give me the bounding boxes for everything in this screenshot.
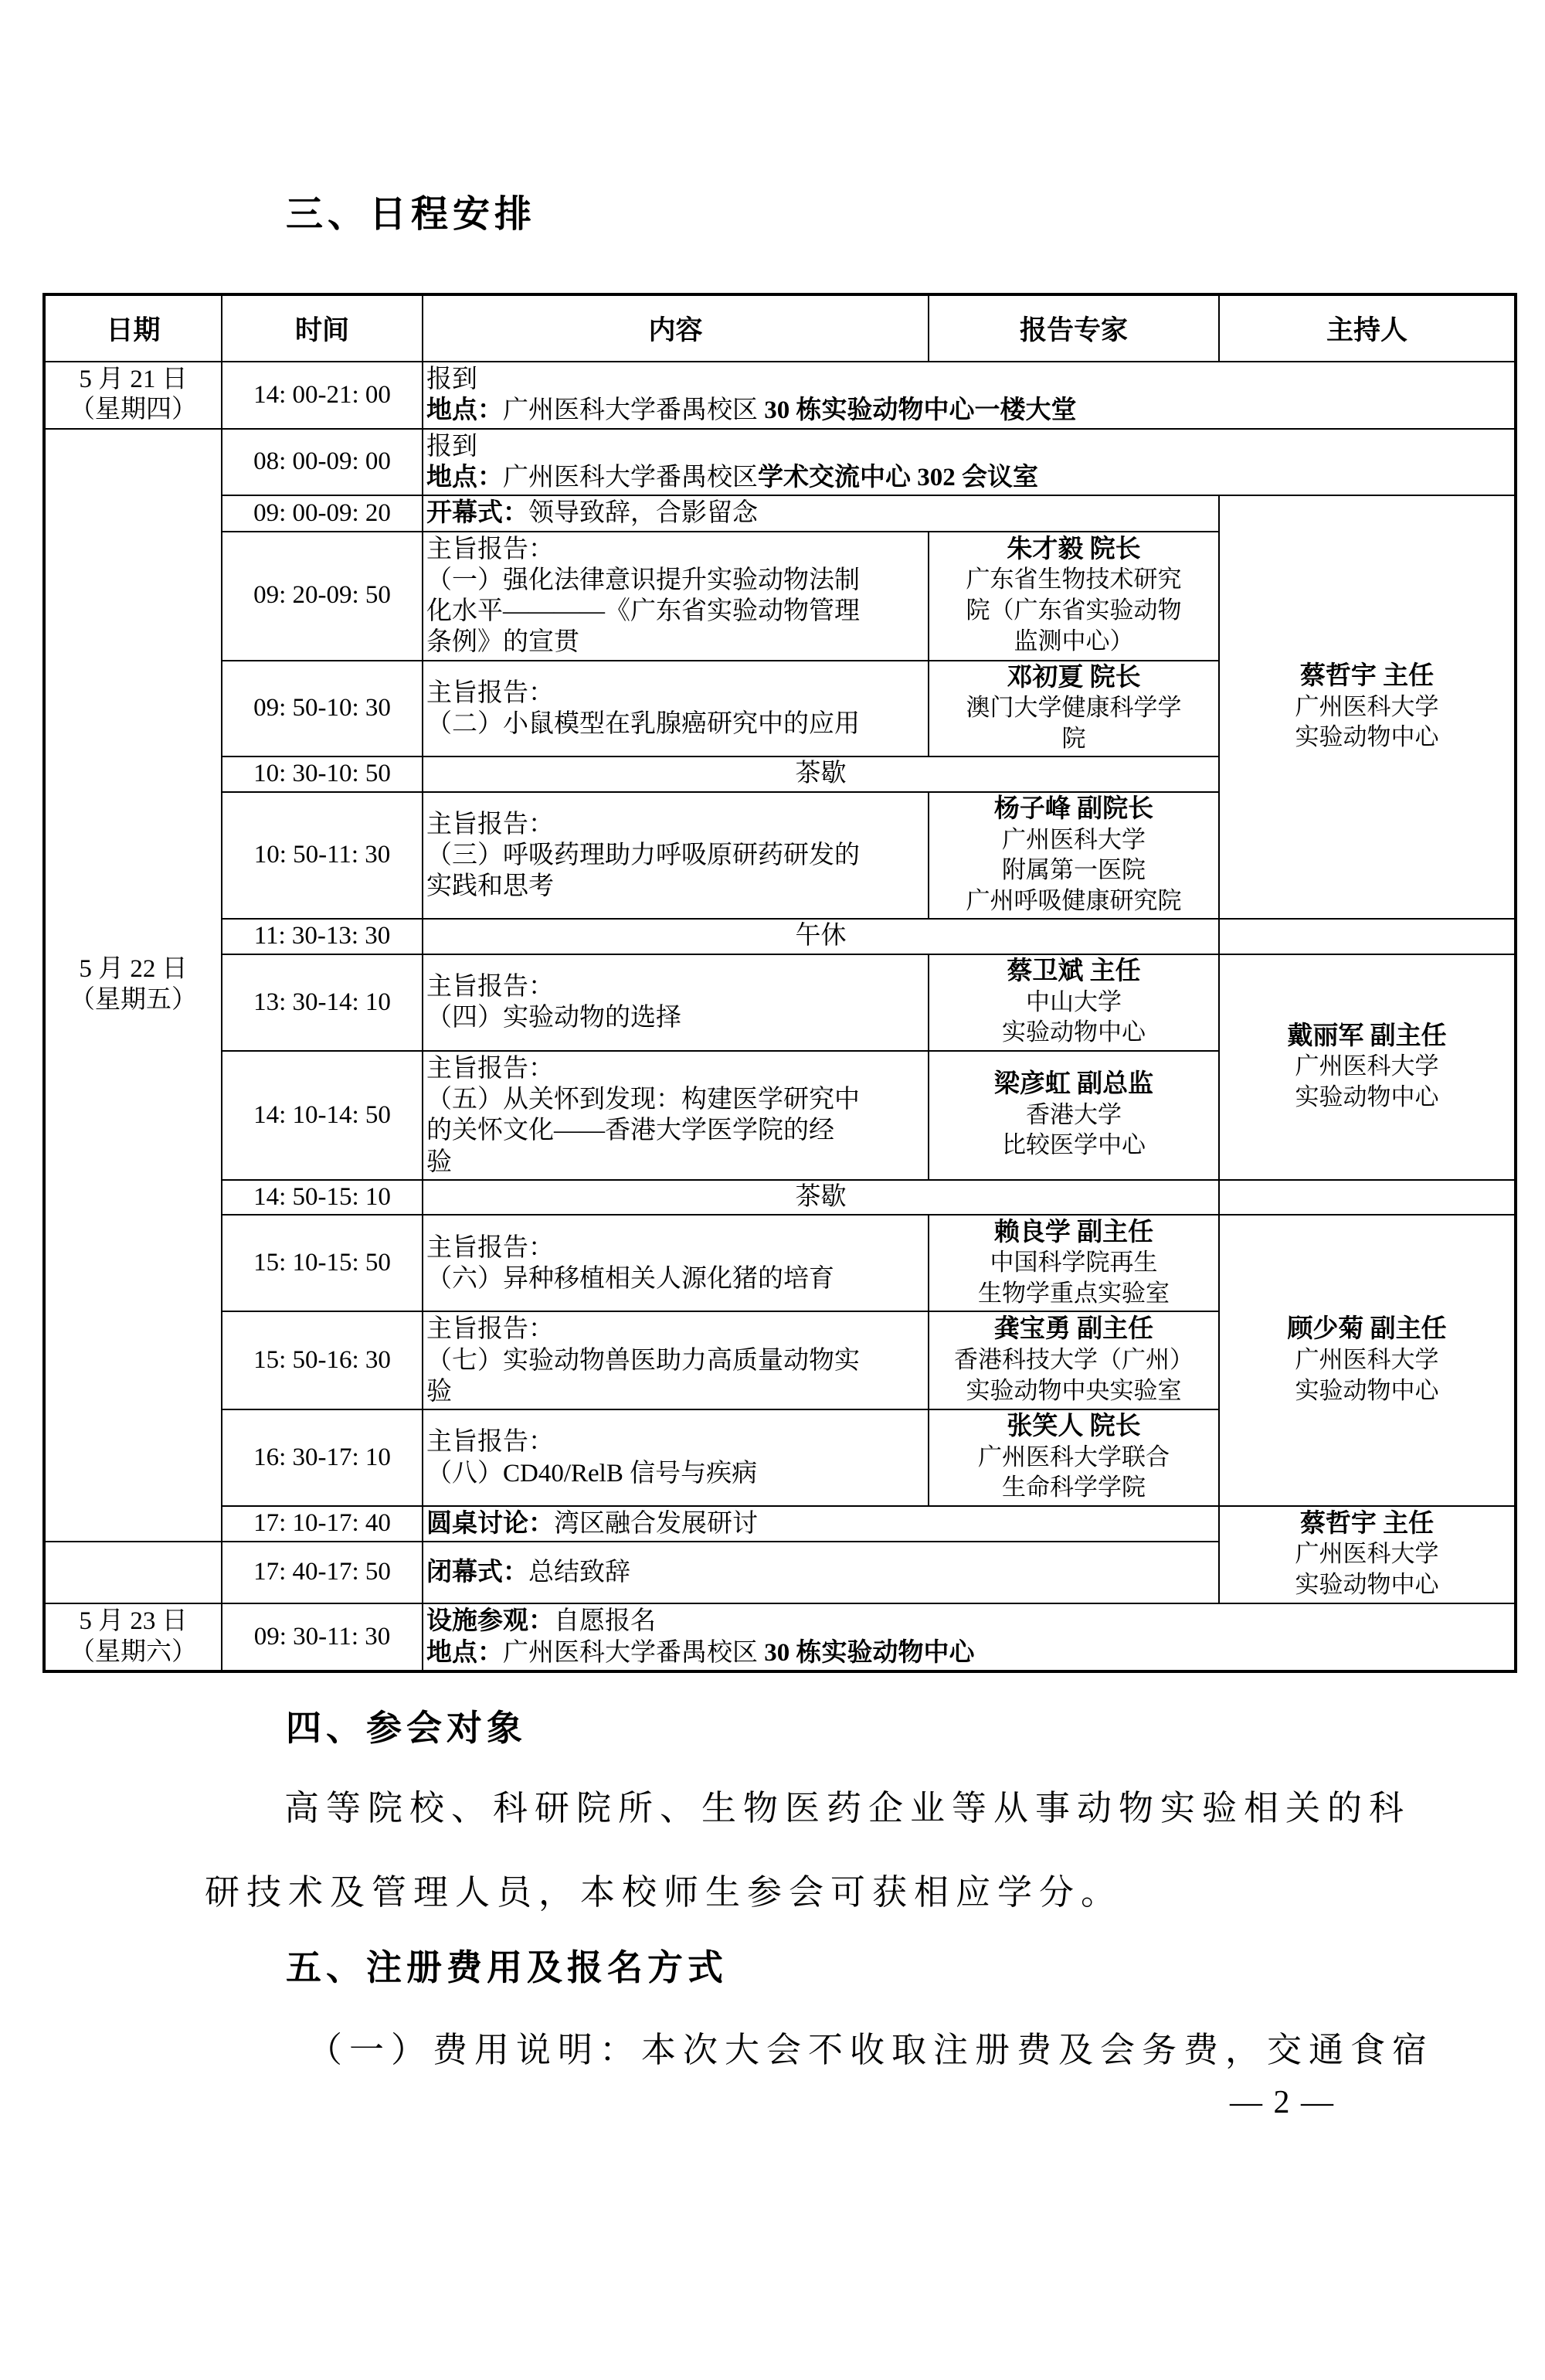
column-header: 时间 [222,294,423,362]
text-segment: （一）强化法律意识提升实验动物法制 [426,566,860,594]
text-segment: 戴丽军 副主任 [1287,1022,1447,1050]
table-row [44,919,1516,954]
section4-paragraph-line2: 研技术及管理人员，本校师生参会可获相应学分。 [205,1873,1123,1912]
text-segment: 验 [426,1148,452,1176]
text-segment: （星期五） [70,986,197,1015]
time-cell [222,954,423,1051]
text-segment: 10: 30-10: 50 [253,760,391,788]
text-segment: 朱才毅 院长 [1007,535,1141,563]
text-segment: （五）从关怀到发现：构建医学研究中 [426,1086,860,1114]
table-row [44,1215,1516,1311]
text-segment: 5 月 22 日 [79,955,188,984]
page-number: — 2 — [1230,2084,1335,2120]
table-row [44,362,1516,429]
host-cell-cai-zheyu-1 [1219,495,1516,919]
host-cell-gu-shaoju [1219,1215,1516,1506]
content-keynote-1 [423,532,929,661]
text-segment: 广州医科大学 [1295,1052,1439,1080]
text-segment: 广州医科大学 [1002,825,1146,853]
time-cell [222,792,423,919]
text-segment: 茶歇 [795,1182,847,1211]
text-segment: 主旨报告： [426,1233,554,1262]
speaker-cell-deng-chuxia [929,661,1219,757]
text-segment: 院（广东省实验动物 [966,597,1182,624]
text-segment: 实验动物中心 [1295,723,1439,751]
text-segment: 09: 30-11: 30 [253,1622,391,1651]
time-cell [222,1311,423,1409]
text-segment: 验 [426,1377,452,1406]
text-segment: （星期六） [70,1637,197,1666]
text-segment: 圆桌讨论： [426,1510,554,1538]
time-cell [222,532,423,661]
text-segment: 15: 50-16: 30 [253,1346,391,1375]
content-checkin-day2 [423,429,1516,496]
time-cell [222,1215,423,1311]
schedule-table-body [44,362,1516,1671]
time-cell [222,1603,423,1671]
text-segment: 监测中心） [1014,627,1134,654]
text-segment: 生命科学学院 [1002,1474,1146,1501]
table-row [44,1506,1516,1542]
text-segment: 自愿报名 [554,1607,656,1636]
time-cell [222,661,423,757]
text-segment: 广东省生物技术研究 [966,566,1182,593]
content-keynote-8 [423,1409,929,1506]
time-cell [222,1409,423,1506]
text-segment: 实验动物中心 [1002,1018,1146,1046]
text-segment: 香港科技大学（广州） [954,1346,1194,1374]
text-segment: 16: 30-17: 10 [253,1443,391,1471]
text-segment: 香港大学 [1026,1100,1122,1128]
text-segment: 广州医科大学 [1295,692,1439,720]
text-segment: 的关怀文化——香港大学医学院的经 [426,1117,834,1145]
text-segment: 09: 50-10: 30 [253,694,391,722]
text-segment: 主旨报告： [426,1315,554,1344]
text-segment: 报到 [426,432,477,461]
content-keynote-2 [423,661,929,757]
text-segment: 生物学重点实验室 [978,1279,1170,1307]
text-segment: 主旨报告： [426,535,554,563]
text-segment: 15: 10-15: 50 [253,1249,391,1277]
text-segment: 学术交流中心 302 会议室 [758,464,1038,492]
text-segment: 杨子峰 副院长 [993,794,1154,823]
speaker-cell-zhang-xiaoren [929,1409,1219,1506]
text-segment: 实验动物中央实验室 [966,1376,1182,1404]
banner-tea-break-2 [423,1180,1219,1216]
text-segment: 实验动物中心 [1295,1083,1439,1110]
text-segment: 龚宝勇 副主任 [993,1315,1154,1344]
time-cell [222,429,423,496]
text-segment: 5 月 23 日 [79,1606,188,1635]
date-cell-may21 [44,362,222,429]
column-header: 日期 [44,294,222,362]
text-segment: 11: 30-13: 30 [253,922,391,950]
text-segment: 附属第一医院 [1002,856,1146,884]
text-segment: 09: 20-09: 50 [253,581,391,610]
text-segment: 主旨报告： [426,1054,554,1083]
content-keynote-4 [423,954,929,1051]
text-segment: （三）呼吸药理助力呼吸原研药研发的 [426,841,860,869]
text-segment: （七）实验动物兽医助力高质量动物实 [426,1346,860,1375]
text-segment: 08: 00-09: 00 [253,447,391,476]
text-segment: 14: 00-21: 00 [253,380,391,409]
time-cell [222,495,423,531]
text-segment: 实验动物中心 [1295,1570,1439,1598]
text-segment: 广州医科大学番禺校区 [503,1638,765,1667]
text-segment: 09: 00-09: 20 [253,498,391,527]
column-header: 内容 [423,294,929,362]
content-keynote-3 [423,792,929,919]
time-cell [222,1542,423,1603]
section3-heading: 三、日程安排 [286,194,537,235]
text-segment: 广州呼吸健康研究院 [966,886,1182,914]
text-segment: 蔡卫斌 主任 [1007,957,1141,985]
text-segment: 设施参观： [426,1607,554,1636]
content-keynote-7 [423,1311,929,1409]
content-keynote-5 [423,1051,929,1180]
speaker-cell-yang-zifeng [929,792,1219,919]
time-cell [222,1180,423,1216]
time-cell [222,919,423,954]
text-segment: 地点： [426,464,503,492]
text-segment: 蔡哲宇 主任 [1299,661,1435,690]
time-cell [222,756,423,792]
text-segment: 10: 50-11: 30 [253,841,391,869]
text-segment: 邓初夏 院长 [1007,663,1141,692]
text-segment: 报到 [426,366,477,394]
banner-tea-break-1 [423,756,1219,792]
text-segment: 广州医科大学联合 [978,1443,1170,1470]
text-segment: 14: 50-15: 10 [253,1182,391,1211]
text-segment: 广州医科大学 [1295,1345,1439,1373]
text-segment: 5 月 21 日 [79,365,188,393]
text-segment: 13: 30-14: 10 [253,988,391,1016]
text-segment: 中山大学 [1026,988,1122,1015]
text-segment: 领导致辞，合影留念 [528,499,758,528]
text-segment: （六）异种移植相关人源化猪的培育 [426,1264,834,1293]
speaker-cell-liang-yanhong [929,1051,1219,1180]
date-cell-may22 [44,429,222,1542]
text-segment: 17: 10-17: 40 [253,1509,391,1538]
column-header: 报告专家 [929,294,1219,362]
table-row [44,1603,1516,1671]
speaker-cell-cai-weibin [929,954,1219,1051]
text-segment: 实验动物中心 [1295,1376,1439,1404]
text-segment: 30 栋实验动物中心 [764,1638,975,1667]
host-cell-empty-1 [1219,919,1516,954]
speaker-cell-zhu-caiyi [929,532,1219,661]
page [0,195,1545,2121]
text-segment: 开幕式： [426,499,528,528]
text-segment: 化水平————《广东省实验动物管理 [426,597,860,626]
text-segment: 张笑人 院长 [1007,1413,1141,1441]
text-segment: 顾少菊 副主任 [1287,1315,1447,1344]
date-cell-may23 [44,1603,222,1671]
content-closing-ceremony [423,1542,1219,1603]
text-segment: 茶歇 [795,760,847,788]
text-segment: 30 栋实验动物中心一楼大堂 [764,396,1077,425]
text-segment: （四）实验动物的选择 [426,1004,681,1032]
content-checkin-day1 [423,362,1516,429]
banner-lunch-break [423,919,1219,954]
host-cell-empty-2 [1219,1180,1516,1216]
text-segment: 主旨报告： [426,1428,554,1457]
section4-heading: 四、参会对象 [286,1707,527,1748]
table-row [44,954,1516,1051]
text-segment: 闭幕式： [426,1559,528,1587]
text-segment: 广州医科大学番禺校区 [503,396,765,425]
text-segment: 梁彦虹 副总监 [993,1070,1154,1098]
text-segment: 地点： [426,1638,503,1667]
time-cell [222,1051,423,1180]
section4-paragraph-line1: 高等院校、科研院所、生物医药企业等从事动物实验相关的科 [284,1789,1411,1828]
text-segment: 总结致辞 [528,1559,630,1587]
text-segment: 广州医科大学 [1295,1540,1439,1568]
table-row [44,1180,1516,1216]
text-segment: （八）CD40/RelB 信号与疾病 [426,1459,758,1488]
time-cell [222,1506,423,1542]
text-segment: 澳门大学健康科学学 [966,694,1182,722]
text-segment: 蔡哲宇 主任 [1299,1509,1435,1538]
table-row [44,495,1516,531]
text-segment: 14: 10-14: 50 [253,1100,391,1129]
text-segment: 主旨报告： [426,810,554,838]
section5-paragraph: （一）费用说明：本次大会不收取注册费及会务费，交通食宿 [307,2030,1435,2069]
text-segment: 午休 [795,922,847,950]
text-segment: 中国科学院再生 [990,1249,1158,1277]
column-header: 主持人 [1219,294,1516,362]
section5-heading: 五、注册费用及报名方式 [286,1947,728,1988]
host-cell-dai-lijun [1219,954,1516,1180]
content-opening-ceremony [423,495,1219,531]
content-roundtable [423,1506,1219,1542]
text-segment: 湾区融合发展研讨 [554,1510,758,1538]
text-segment: 赖良学 副主任 [993,1218,1154,1246]
table-row [44,429,1516,496]
text-segment: （二）小鼠模型在乳腺癌研究中的应用 [426,709,860,738]
text-segment: 比较医学中心 [1002,1131,1146,1159]
text-segment: 实践和思考 [426,872,554,901]
content-facility-tour [423,1603,1516,1671]
schedule-table-header [44,294,1516,362]
content-keynote-6 [423,1215,929,1311]
text-segment: 条例》的宣贯 [426,628,579,657]
text-segment: 17: 40-17: 50 [253,1558,391,1586]
text-segment: 广州医科大学番禺校区 [503,464,758,492]
text-segment: 主旨报告： [426,678,554,707]
speaker-cell-gong-baoyong [929,1311,1219,1409]
schedule-table [42,293,1517,1673]
text-segment: 地点： [426,396,503,425]
date-cell-empty [44,1542,222,1603]
text-segment: 主旨报告： [426,973,554,1001]
text-segment: 院 [1061,724,1086,752]
speaker-cell-lai-liangxue [929,1215,1219,1311]
text-segment: （星期四） [70,396,197,424]
host-cell-cai-zheyu-2 [1219,1506,1516,1603]
time-cell [222,362,423,429]
